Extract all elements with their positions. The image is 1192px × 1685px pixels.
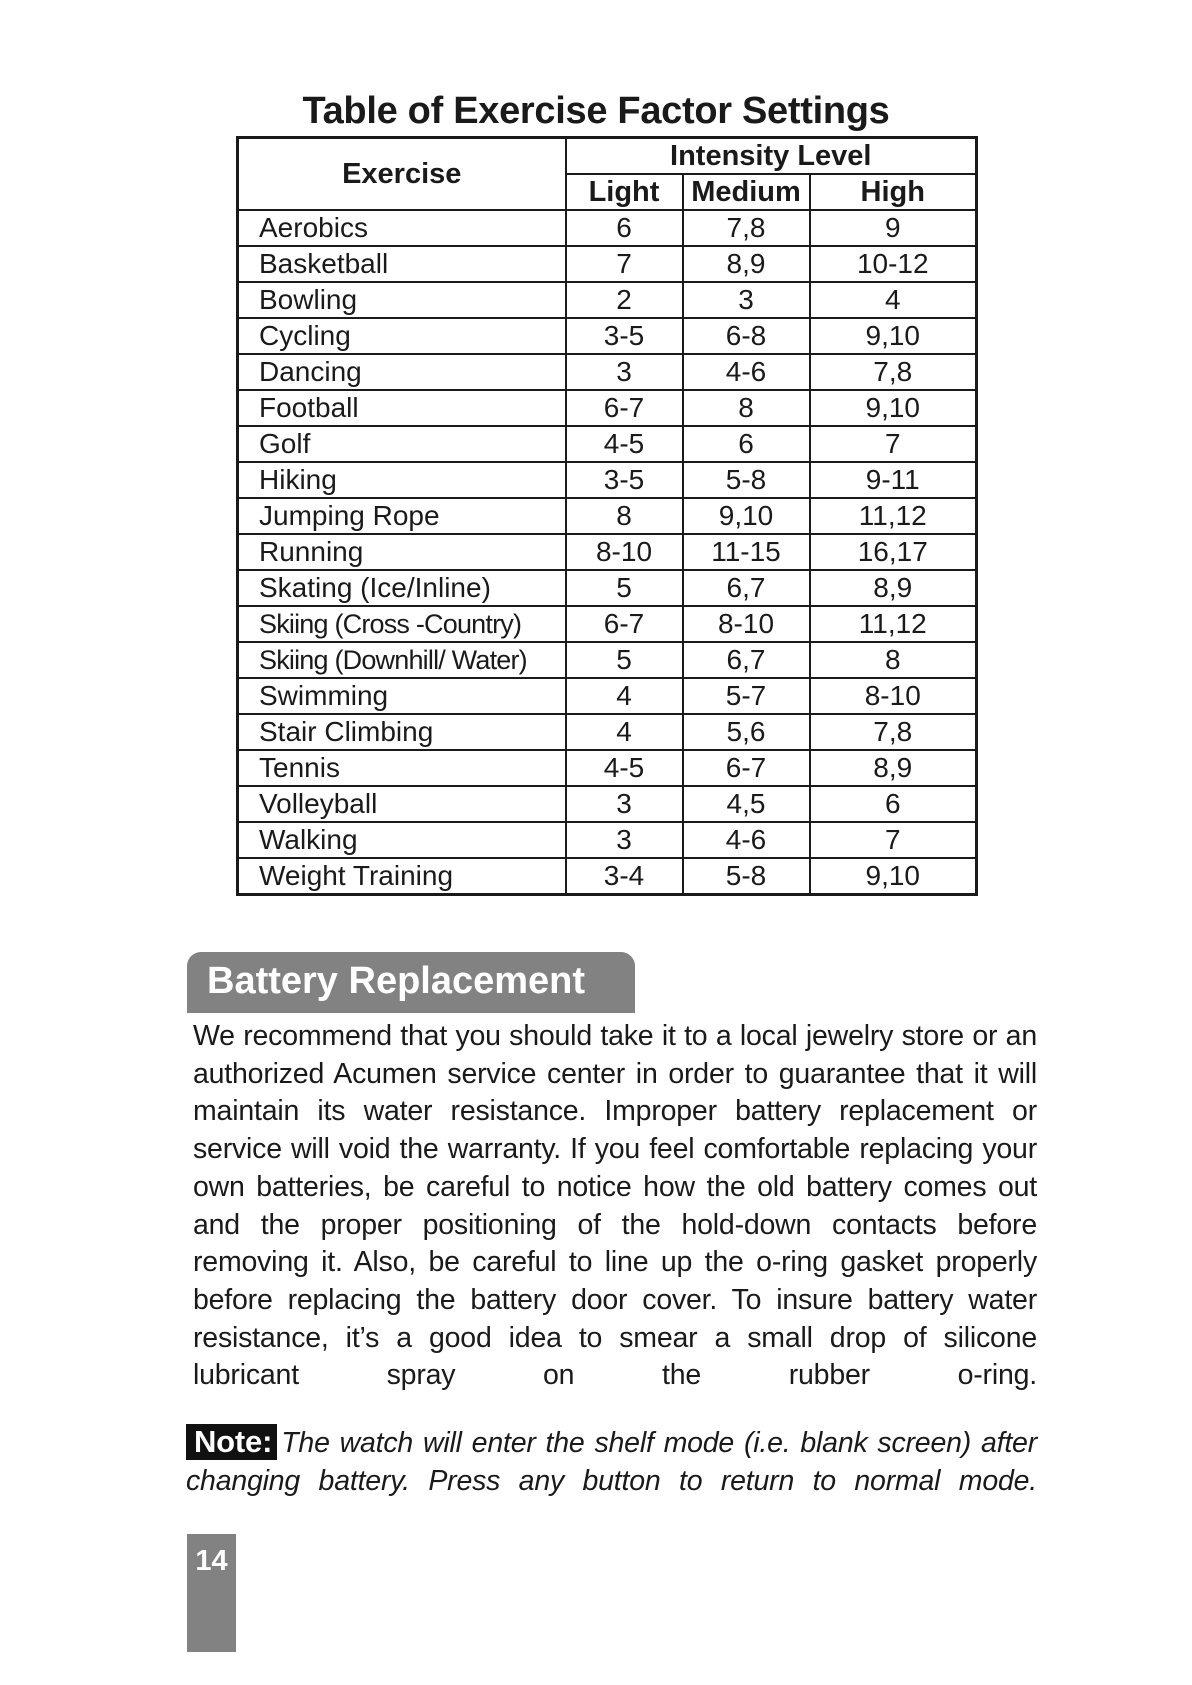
table-row xyxy=(238,678,977,714)
medium-value: 8,9 xyxy=(683,246,810,282)
table-row xyxy=(238,822,977,858)
page-number: 14 xyxy=(195,1545,228,1577)
exercise-name: Skiing (Cross -Country) xyxy=(238,606,566,642)
high-value: 7,8 xyxy=(810,354,977,390)
light-value: 3-5 xyxy=(566,318,683,354)
high-value: 16,17 xyxy=(810,534,977,570)
high-value: 10-12 xyxy=(810,246,977,282)
exercise-name: Hiking xyxy=(238,462,566,498)
light-value: 3 xyxy=(566,786,683,822)
exercise-name: Basketball xyxy=(238,246,566,282)
table-row xyxy=(238,318,977,354)
light-value: 4 xyxy=(566,714,683,750)
exercise-name: Skating (Ice/Inline) xyxy=(238,570,566,606)
exercise-column-header: Exercise xyxy=(238,138,566,211)
exercise-name: Swimming xyxy=(238,678,566,714)
exercise-name: Dancing xyxy=(238,354,566,390)
table-row xyxy=(238,462,977,498)
high-value: 7 xyxy=(810,822,977,858)
light-value: 5 xyxy=(566,642,683,678)
table-row xyxy=(238,282,977,318)
table-row xyxy=(238,786,977,822)
light-value: 3-4 xyxy=(566,858,683,895)
high-value: 9,10 xyxy=(810,858,977,895)
light-value: 8 xyxy=(566,498,683,534)
medium-value: 6-8 xyxy=(683,318,810,354)
intensity-level-header: Intensity Level xyxy=(566,138,977,175)
table-row xyxy=(238,498,977,534)
battery-instructions-paragraph: We recommend that you should take it to a local jewelry store or an authorized Acumen service center in order to guarantee that it will maintain its water resistance. Improper battery replacement or service will void the warranty. If you feel comfortable replacing your own batteries, be careful to notice how the old battery comes out and the proper positioning of the hold-down contacts before removing it. Also, be careful to line up the o-ring gasket properly before replacing the battery door cover. To insure battery water resistance, it’s a good idea to smear a small drop of silicone lubricant spray on the rubber o-ring. xyxy=(193,1020,1037,1392)
light-value: 3-5 xyxy=(566,462,683,498)
high-value: 9,10 xyxy=(810,390,977,426)
battery-section-banner xyxy=(187,952,635,1013)
high-value: 6 xyxy=(810,786,977,822)
light-value: 6-7 xyxy=(566,390,683,426)
table-row xyxy=(238,606,977,642)
medium-value: 6,7 xyxy=(683,570,810,606)
table-row xyxy=(238,570,977,606)
medium-value: 9,10 xyxy=(683,498,810,534)
exercise-name: Weight Training xyxy=(238,858,566,895)
high-value: 4 xyxy=(810,282,977,318)
light-value: 4-5 xyxy=(566,750,683,786)
medium-value: 8 xyxy=(683,390,810,426)
medium-value: 5-7 xyxy=(683,678,810,714)
medium-value: 5-8 xyxy=(683,462,810,498)
medium-column-header: Medium xyxy=(683,174,810,210)
table-row xyxy=(238,714,977,750)
light-value: 4 xyxy=(566,678,683,714)
battery-section-heading: Battery Replacement xyxy=(207,960,586,1002)
light-value: 8-10 xyxy=(566,534,683,570)
high-value: 7,8 xyxy=(810,714,977,750)
exercise-name: Football xyxy=(238,390,566,426)
medium-value: 11-15 xyxy=(683,534,810,570)
medium-value: 7,8 xyxy=(683,210,810,246)
light-column-header: Light xyxy=(566,174,683,210)
high-value: 8,9 xyxy=(810,570,977,606)
light-value: 3 xyxy=(566,354,683,390)
exercise-name: Cycling xyxy=(238,318,566,354)
exercise-name: Skiing (Downhill/ Water) xyxy=(238,642,566,678)
exercise-name: Walking xyxy=(238,822,566,858)
light-value: 3 xyxy=(566,822,683,858)
high-value: 11,12 xyxy=(810,606,977,642)
table-row xyxy=(238,210,977,246)
medium-value: 8-10 xyxy=(683,606,810,642)
table-row xyxy=(238,750,977,786)
medium-value: 5,6 xyxy=(683,714,810,750)
note-label: Note: xyxy=(186,1424,277,1460)
medium-value: 6,7 xyxy=(683,642,810,678)
table-row xyxy=(238,534,977,570)
exercise-name: Stair Climbing xyxy=(238,714,566,750)
medium-value: 6-7 xyxy=(683,750,810,786)
light-value: 4-5 xyxy=(566,426,683,462)
exercise-name: Jumping Rope xyxy=(238,498,566,534)
page-number-tab xyxy=(187,1534,236,1652)
medium-value: 4,5 xyxy=(683,786,810,822)
note-block xyxy=(186,1424,1037,1500)
light-value: 7 xyxy=(566,246,683,282)
medium-value: 6 xyxy=(683,426,810,462)
table-row xyxy=(238,426,977,462)
high-value: 9-11 xyxy=(810,462,977,498)
table-row xyxy=(238,390,977,426)
exercise-factor-table xyxy=(236,136,978,896)
high-value: 11,12 xyxy=(810,498,977,534)
table-row xyxy=(238,246,977,282)
note-text: The watch will enter the shelf mode (i.e. blank screen) after changing battery. Press any button to return to normal mode. xyxy=(186,1427,1037,1497)
table-row xyxy=(238,642,977,678)
light-value: 6 xyxy=(566,210,683,246)
high-value: 8-10 xyxy=(810,678,977,714)
exercise-name: Aerobics xyxy=(238,210,566,246)
light-value: 6-7 xyxy=(566,606,683,642)
high-value: 8,9 xyxy=(810,750,977,786)
high-value: 9,10 xyxy=(810,318,977,354)
exercise-name: Tennis xyxy=(238,750,566,786)
medium-value: 4-6 xyxy=(683,822,810,858)
exercise-name: Golf xyxy=(238,426,566,462)
light-value: 5 xyxy=(566,570,683,606)
exercise-name: Volleyball xyxy=(238,786,566,822)
medium-value: 4-6 xyxy=(683,354,810,390)
page-title: Table of Exercise Factor Settings xyxy=(302,90,890,132)
exercise-name: Running xyxy=(238,534,566,570)
high-value: 9 xyxy=(810,210,977,246)
table-row xyxy=(238,858,977,895)
high-value: 7 xyxy=(810,426,977,462)
high-value: 8 xyxy=(810,642,977,678)
light-value: 2 xyxy=(566,282,683,318)
high-column-header: High xyxy=(810,174,977,210)
exercise-name: Bowling xyxy=(238,282,566,318)
medium-value: 3 xyxy=(683,282,810,318)
table-row xyxy=(238,354,977,390)
medium-value: 5-8 xyxy=(683,858,810,895)
